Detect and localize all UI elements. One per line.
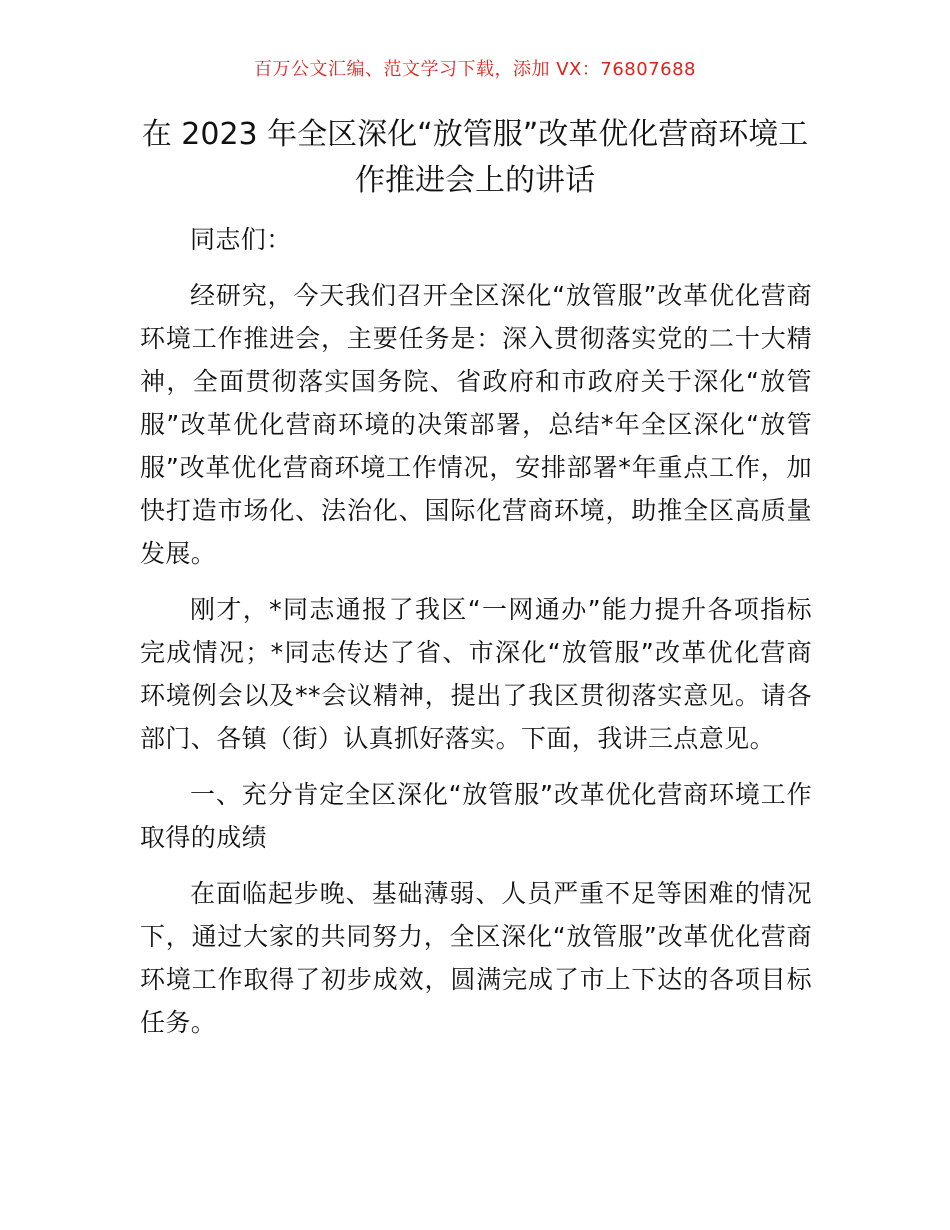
document-body	[140, 218, 812, 1057]
document-title: 在 2023 年全区深化“放管服”改革优化营商环境工作推进会上的讲话	[141, 117, 809, 198]
salutation: 同志们：	[190, 225, 292, 254]
watermark-banner: 百万公文汇编、范文学习下载，添加 VX：76807688	[254, 59, 696, 80]
section-heading-one: 一、充分肯定全区深化“放管服”改革优化营商环境工作取得的成绩	[140, 780, 812, 852]
paragraph-intro: 经研究，今天我们召开全区深化“放管服”改革优化营商环境工作推进会，主要任务是：深入贯彻落实党的二十大精神，全面贯彻落实国务院、省政府和市政府关于深化“放管服”改革优化营商环境的决策部署，总结*年全区深化“放管服”改革优化营商环境工作情况，安排部署*年重点工作，加快打造市场化、法治化、国际化营商环境，助推全区高质量发展。	[140, 281, 812, 568]
paragraph-briefing: 刚才，*同志通报了我区“一网通办”能力提升各项指标完成情况；*同志传达了省、市深化“放管服”改革优化营商环境例会以及**会议精神，提出了我区贯彻落实意见。请各部门、各镇（街）认真抓好落实。下面，我讲三点意见。	[140, 595, 812, 753]
paragraph-achievements: 在面临起步晚、基础薄弱、人员严重不足等困难的情况下，通过大家的共同努力，全区深化“放管服”改革优化营商环境工作取得了初步成效，圆满完成了市上下达的各项目标任务。	[140, 879, 812, 1037]
